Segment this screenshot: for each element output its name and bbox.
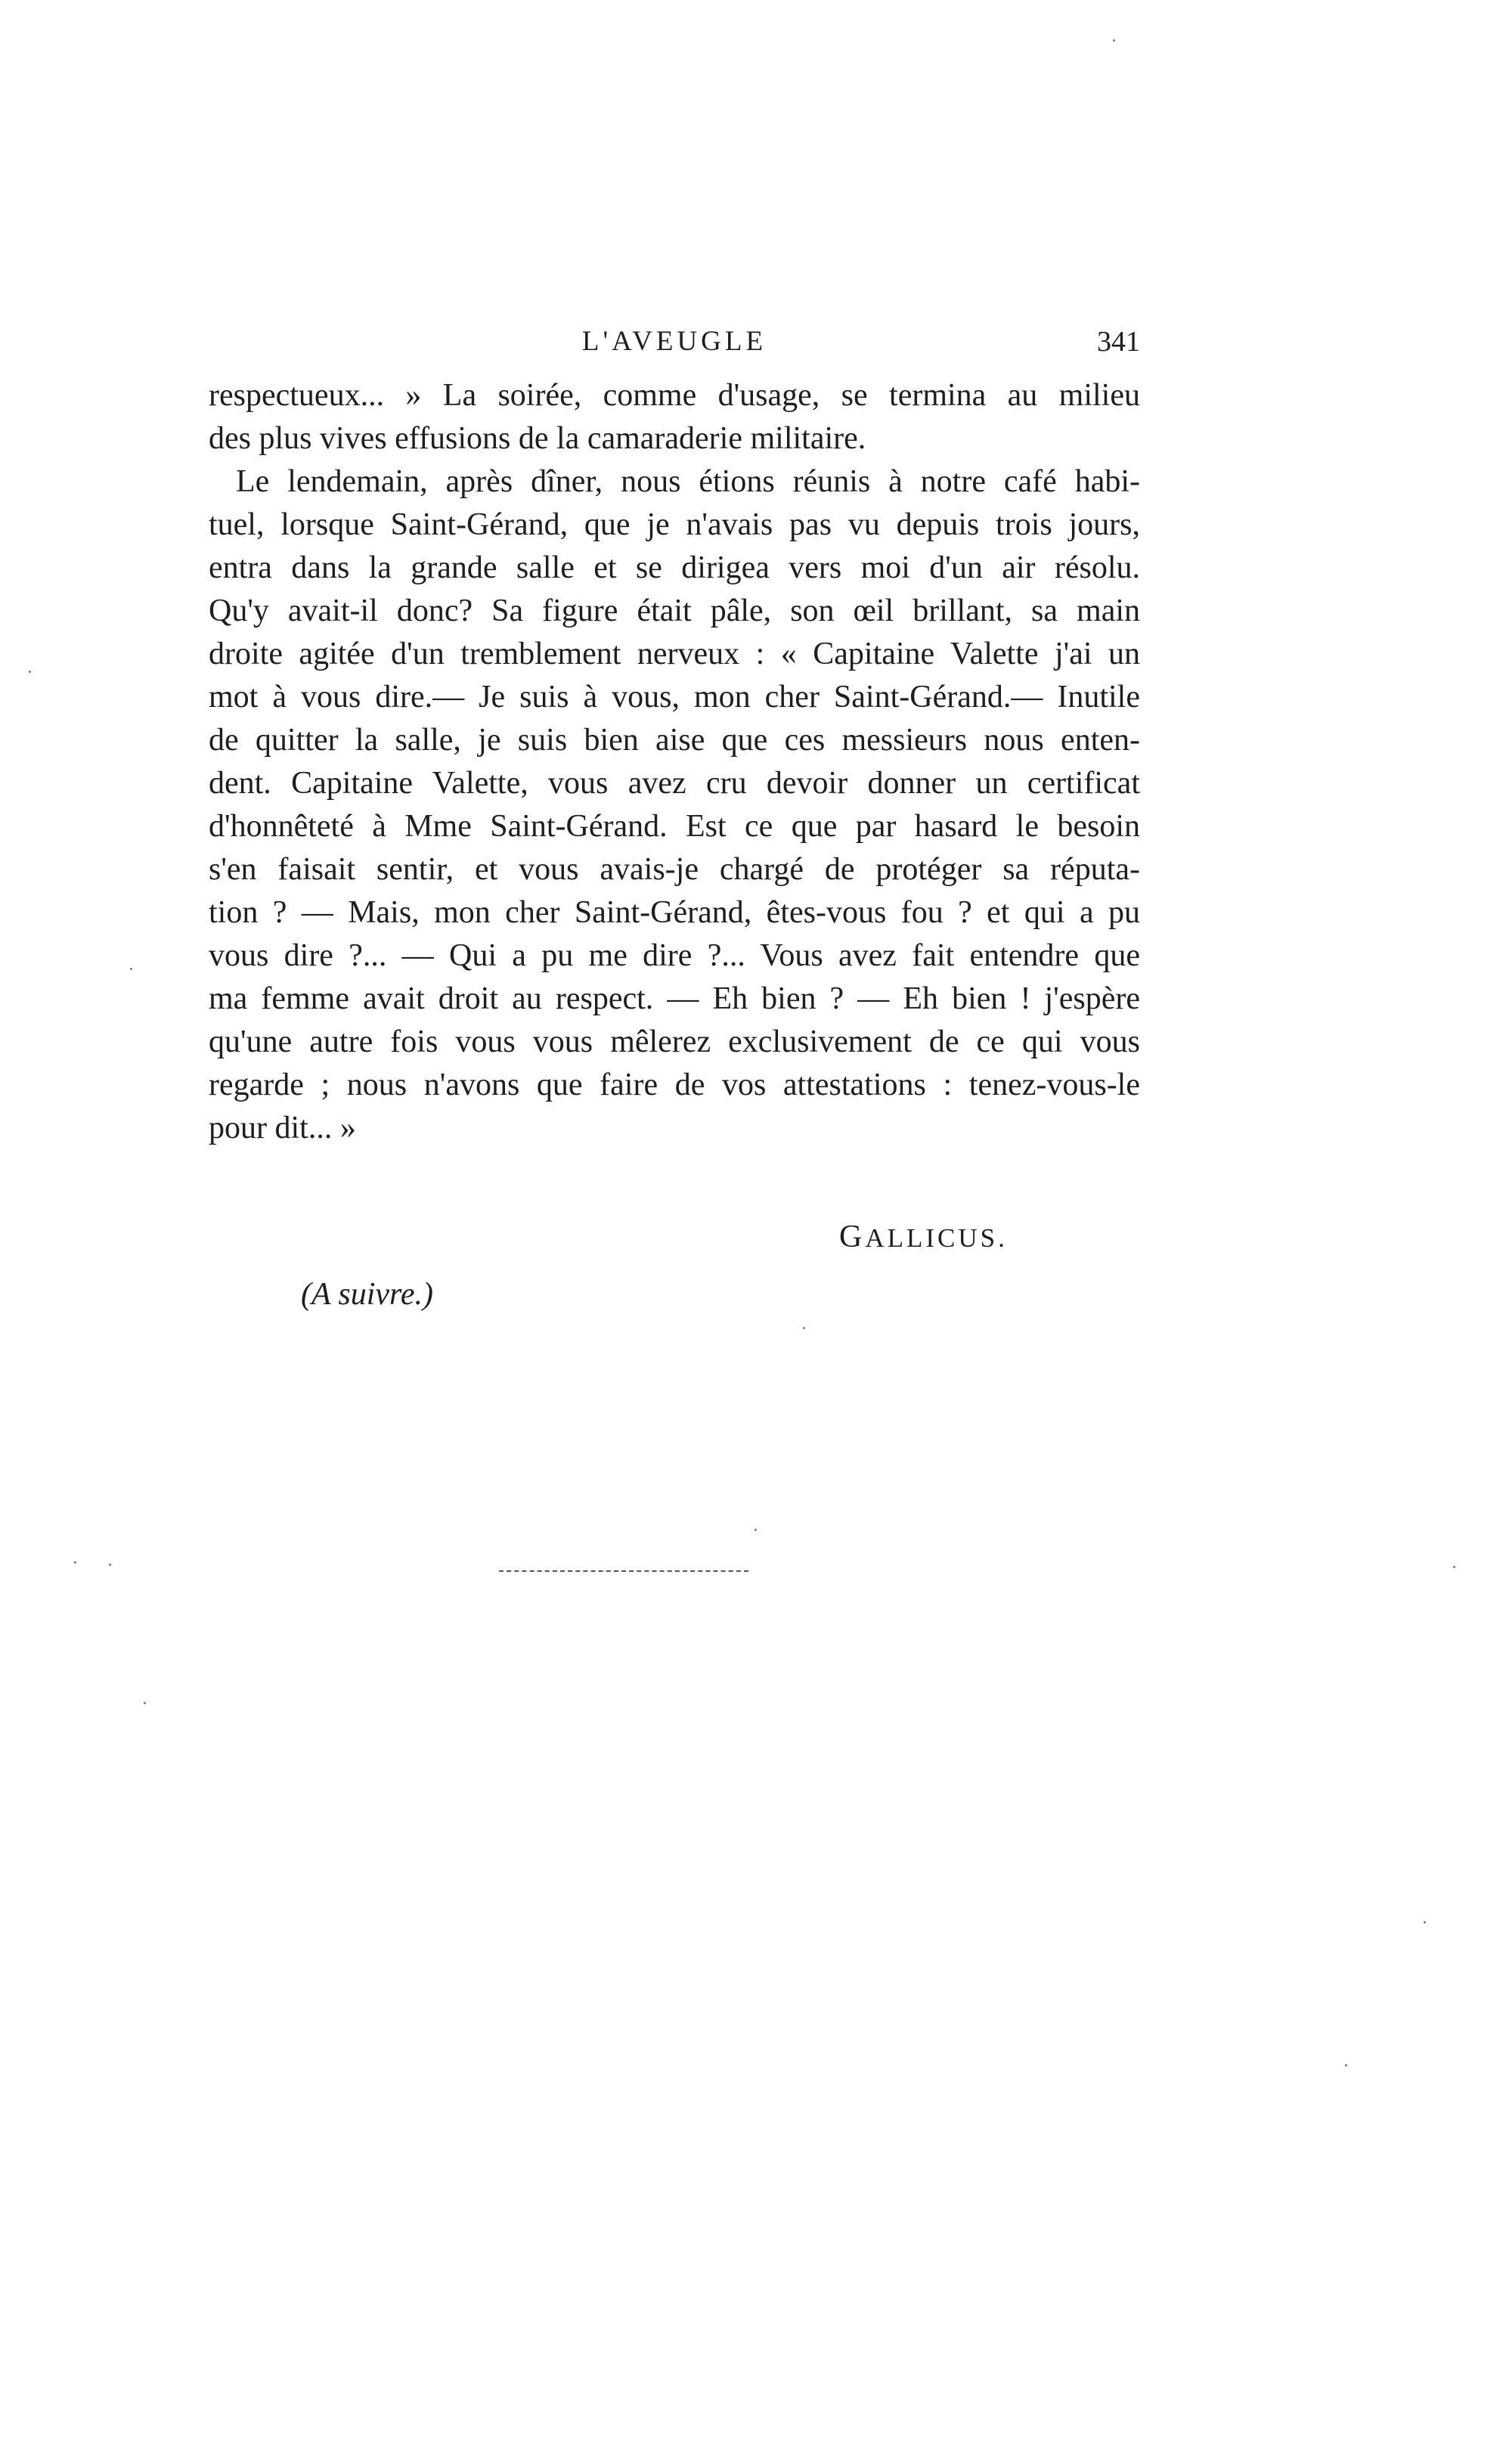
scan-speck: [74, 1561, 76, 1564]
text-line: mot à vous dire.— Je suis à vous, mon cher Saint-Gérand.— Inutile: [209, 680, 1140, 714]
scan-speck: [144, 1702, 146, 1704]
scan-speck: [754, 1529, 757, 1531]
text-line: Qu'y avait-il donc? Sa figure était pâle, son œil brillant, sa main: [209, 594, 1140, 628]
text-line: tuel, lorsque Saint-Gérand, que je n'avais pas vu depuis trois jours,: [209, 507, 1140, 542]
text-line: Le lendemain, après dîner, nous étions réunis à notre café habi-: [236, 464, 1140, 499]
running-head: [209, 325, 1140, 370]
text-line: de quitter la salle, je suis bien aise que ces messieurs nous enten-: [209, 723, 1140, 758]
text-line: entra dans la grande salle et se dirigea vers moi d'un air résolu.: [209, 550, 1140, 585]
text-line: tion ? — Mais, mon cher Saint-Gérand, êtes-vous fou ? et qui a pu: [209, 895, 1140, 930]
scan-speck: [130, 968, 132, 970]
text-line: vous dire ?... — Qui a pu me dire ?... Vous avez fait entendre que: [209, 938, 1140, 973]
scan-speck: [1453, 1566, 1455, 1568]
text-line: d'honnêteté à Mme Saint-Gérand. Est ce que par hasard le besoin: [209, 809, 1140, 844]
text-line: respectueux... » La soirée, comme d'usage, se termina au milieu: [209, 378, 1140, 413]
scan-speck: [109, 1564, 111, 1566]
text-line: qu'une autre fois vous vous mêlerez exclusivement de ce qui vous: [209, 1024, 1140, 1059]
text-line: dent. Capitaine Valette, vous avez cru devoir donner un certificat: [209, 766, 1140, 801]
end-rule: [499, 1570, 748, 1572]
text-line: droite agitée d'un tremblement nerveux : « Capitaine Valette j'ai un: [209, 637, 1140, 671]
scan-speck: [29, 671, 31, 673]
to-be-continued: (A suivre.): [301, 1277, 433, 1312]
author-signature: [839, 1219, 1008, 1255]
scan-speck: [1424, 1921, 1426, 1923]
text-line: ma femme avait droit au respect. — Eh bien ? — Eh bien ! j'espère: [209, 981, 1140, 1016]
text-line: des plus vives effusions de la camaraderie militaire.: [209, 421, 866, 456]
text-line: regarde ; nous n'avons que faire de vos attestations : tenez-vous-le: [209, 1068, 1140, 1102]
scan-speck: [1113, 39, 1115, 42]
author-initial: G: [839, 1220, 866, 1254]
page-number: 341: [1097, 326, 1140, 358]
chapter-title: L'AVEUGLE: [581, 326, 767, 357]
author-name-rest: ALLICUS.: [865, 1223, 1008, 1253]
text-line: pour dit... »: [209, 1111, 356, 1145]
body-text: [209, 374, 1140, 1150]
text-line: s'en faisait sentir, et vous avais-je chargé de protéger sa réputa-: [209, 852, 1140, 887]
scan-speck: [803, 1327, 805, 1329]
scan-speck: [1345, 2064, 1347, 2066]
